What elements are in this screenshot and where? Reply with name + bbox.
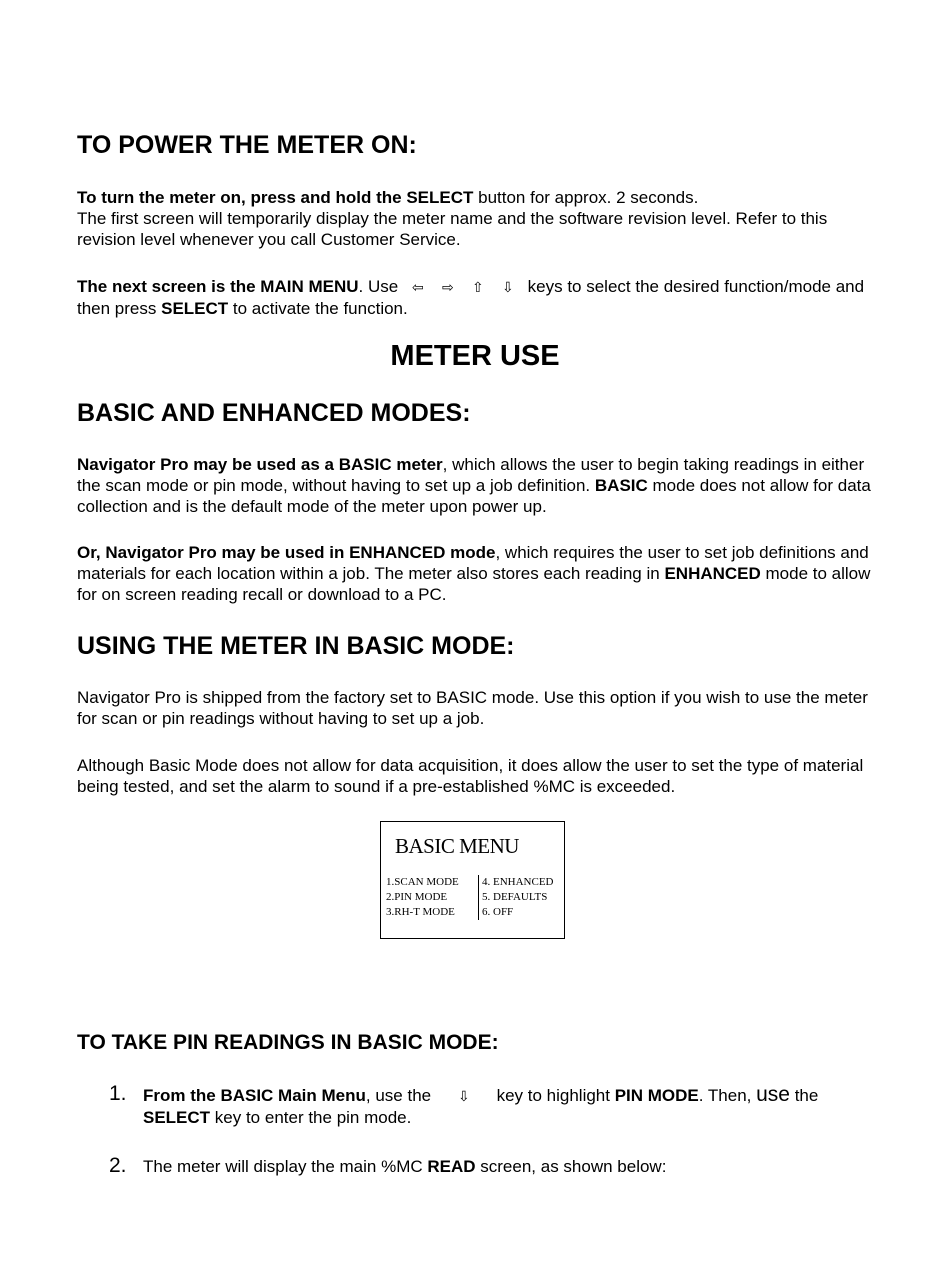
step-1-bold: From the BASIC Main Menu [143, 1086, 366, 1105]
pin-readings-heading: TO TAKE PIN READINGS IN BASIC MODE: [77, 1031, 499, 1054]
power-p2-end: to activate the function. [228, 299, 408, 318]
basic-mode-heading: USING THE METER IN BASIC MODE: [77, 632, 515, 660]
menu-item-rh-t-mode: 3.RH-T MODE [386, 906, 455, 918]
basic-mode-paragraph-2: Although Basic Mode does not allow for data acquisition, it does allow the user to set the type of material being tested, and set the alarm to sound if a pre-established %MC is exceeded. [77, 756, 864, 796]
meter-use-title: METER USE [390, 340, 560, 372]
menu-item-off: 6. OFF [482, 906, 514, 918]
step-1-select: SELECT [143, 1108, 211, 1127]
modes-paragraph-1 [77, 454, 877, 517]
modes-heading: BASIC AND ENHANCED MODES: [77, 399, 471, 427]
step-1-pin-mode: PIN MODE [614, 1086, 699, 1105]
modes-p2-bold: Or, Navigator Pro may be used in ENHANCED mode [77, 543, 496, 562]
modes-p1-basic: BASIC [594, 476, 648, 495]
power-heading: TO POWER THE METER ON: [77, 131, 417, 159]
arrow-down-icon: ⇩ [457, 1088, 470, 1104]
arrow-down-icon: ⇩ [502, 279, 514, 295]
modes-p2-end: mode to allow for on screen reading recall or download to a PC. [77, 564, 871, 604]
power-p2-select: SELECT [161, 299, 229, 318]
menu-item-enhanced: 4. ENHANCED [482, 876, 554, 888]
modes-paragraph-2 [77, 542, 877, 605]
modes-p2-rest: , which requires the user to set job definitions and materials for each location within a job. The meter also stores each reading in [77, 543, 869, 583]
arrow-right-icon: ⇨ [442, 279, 454, 295]
power-p2-use: . Use [358, 277, 403, 296]
modes-p2-enhanced: ENHANCED [664, 564, 761, 583]
step-1-d: the [789, 1086, 819, 1105]
arrow-left-icon: ⇦ [412, 279, 424, 295]
power-paragraph-2 [77, 276, 877, 319]
basic-menu-left-column [386, 875, 459, 920]
step-2-a: The meter will display the main %MC [143, 1157, 428, 1176]
power-p2-keys: keys to select the desired function/mode and then press [77, 277, 865, 318]
step-1-a: , use the [365, 1086, 436, 1105]
step-2-b: screen, as shown below: [475, 1157, 667, 1176]
power-p1-bold: To turn the meter on, press and hold the SELECT [77, 188, 474, 207]
basic-menu-screen [380, 821, 565, 939]
modes-p1-bold: Navigator Pro may be used as a BASIC meter [77, 455, 443, 474]
basic-menu-right-column [478, 875, 554, 920]
step-2-read: READ [427, 1157, 476, 1176]
step-1-e: key to enter the pin mode. [210, 1108, 412, 1127]
step-1-use: use [756, 1083, 790, 1106]
step-2-text [143, 1156, 883, 1178]
step-1-text [143, 1084, 883, 1129]
power-p2-bold: The next screen is the MAIN MENU [77, 277, 359, 296]
power-p1-rest: button for approx. 2 seconds. [473, 188, 699, 207]
step-1-c: . Then, [698, 1086, 757, 1105]
step-2-number: 2. [109, 1154, 127, 1177]
modes-p1-rest: , which allows the user to begin taking readings in either the scan mode or pin mode, without having to set up a job definition. [77, 455, 865, 495]
modes-p1-end: mode does not allow for data collection and is the default mode of the meter upon power up. [77, 476, 871, 516]
basic-menu-title: BASIC MENU [395, 834, 519, 858]
menu-item-scan-mode: 1.SCAN MODE [386, 876, 459, 888]
arrow-up-icon: ⇧ [472, 279, 484, 295]
basic-mode-paragraph-1: Navigator Pro is shipped from the factory set to BASIC mode. Use this option if you wish to use the meter for scan or pin readings without having to set up a job. [77, 688, 868, 728]
menu-item-defaults: 5. DEFAULTS [482, 891, 548, 903]
power-paragraph-1 [77, 187, 877, 250]
menu-item-pin-mode: 2.PIN MODE [386, 891, 448, 903]
step-1-b: key to highlight [491, 1086, 615, 1105]
step-1-number: 1. [109, 1082, 127, 1105]
power-p1-line2: The first screen will temporarily display the meter name and the software revision level. Refer to this revision level whenever you call Customer Service. [77, 209, 828, 249]
